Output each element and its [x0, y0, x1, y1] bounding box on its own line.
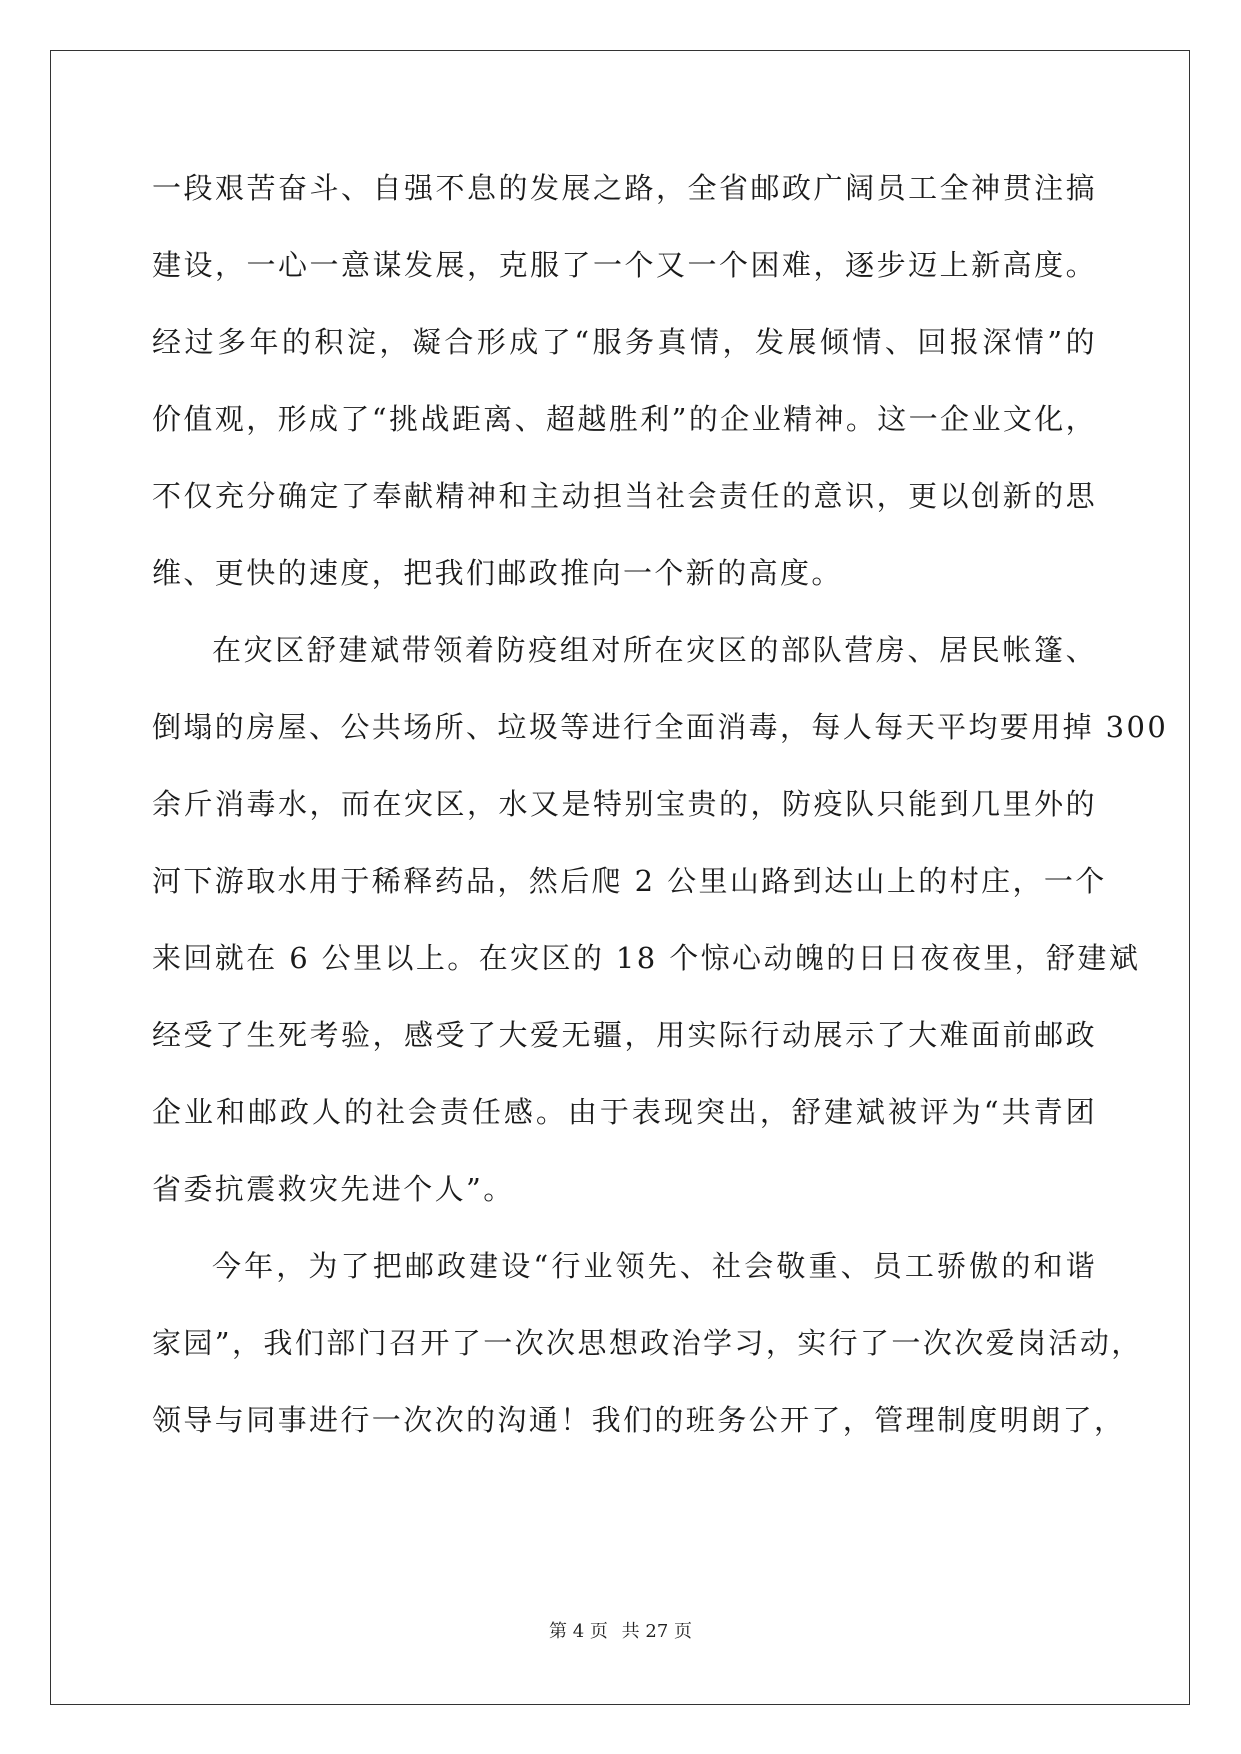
- page-total: 共 27 页: [621, 1621, 692, 1642]
- text-line: 省委抗震救灾先进个人”。: [152, 1172, 515, 1206]
- text-line: 一段艰苦奋斗、自强不息的发展之路，全省邮政广阔员工全神贯注搞: [152, 171, 1097, 205]
- document-body: [152, 168, 1169, 1477]
- text-line: 家园”，我们部门召开了一次次思想政治学习，实行了一次次爱岗活动，: [152, 1326, 1143, 1360]
- text-line: 经受了生死考验，感受了大爱无疆，用实际行动展示了大难面前邮政: [152, 1018, 1097, 1052]
- text-line: 建设，一心一意谋发展，克服了一个又一个困难，逐步迈上新高度。: [152, 248, 1097, 282]
- text-line: 维、更快的速度，把我们邮政推向一个新的高度。: [152, 556, 843, 590]
- paragraph-first-line: 今年，为了把邮政建设“行业领先、社会敬重、员工骄傲的和谐: [212, 1249, 1097, 1283]
- text-line: 来回就在 6 公里以上。在灾区的 18 个惊心动魄的日日夜夜里，舒建斌: [152, 941, 1141, 975]
- text-line: 不仅充分确定了奉献精神和主动担当社会责任的意识，更以创新的思: [152, 479, 1097, 513]
- page-number: 第 4 页: [549, 1621, 608, 1642]
- text-line: 企业和邮政人的社会责任感。由于表现突出，舒建斌被评为“共青团: [152, 1095, 1097, 1129]
- page-footer: [0, 1617, 1241, 1643]
- text-line: 倒塌的房屋、公共场所、垃圾等进行全面消毒，每人每天平均要用掉 300: [152, 710, 1169, 744]
- text-line: 领导与同事进行一次次的沟通！我们的班务公开了，管理制度明朗了，: [152, 1403, 1126, 1437]
- paragraph-first-line: 在灾区舒建斌带领着防疫组对所在灾区的部队营房、居民帐篷、: [212, 633, 1097, 667]
- text-line: 价值观，形成了“挑战距离、超越胜利”的企业精神。这一企业文化，: [152, 402, 1098, 436]
- text-line: 经过多年的积淀，凝合形成了“服务真情，发展倾情、回报深情”的: [152, 325, 1097, 359]
- text-line: 河下游取水用于稀释药品，然后爬 2 公里山路到达山上的村庄，一个: [152, 864, 1107, 898]
- text-line: 余斤消毒水，而在灾区，水又是特别宝贵的，防疫队只能到几里外的: [152, 787, 1097, 821]
